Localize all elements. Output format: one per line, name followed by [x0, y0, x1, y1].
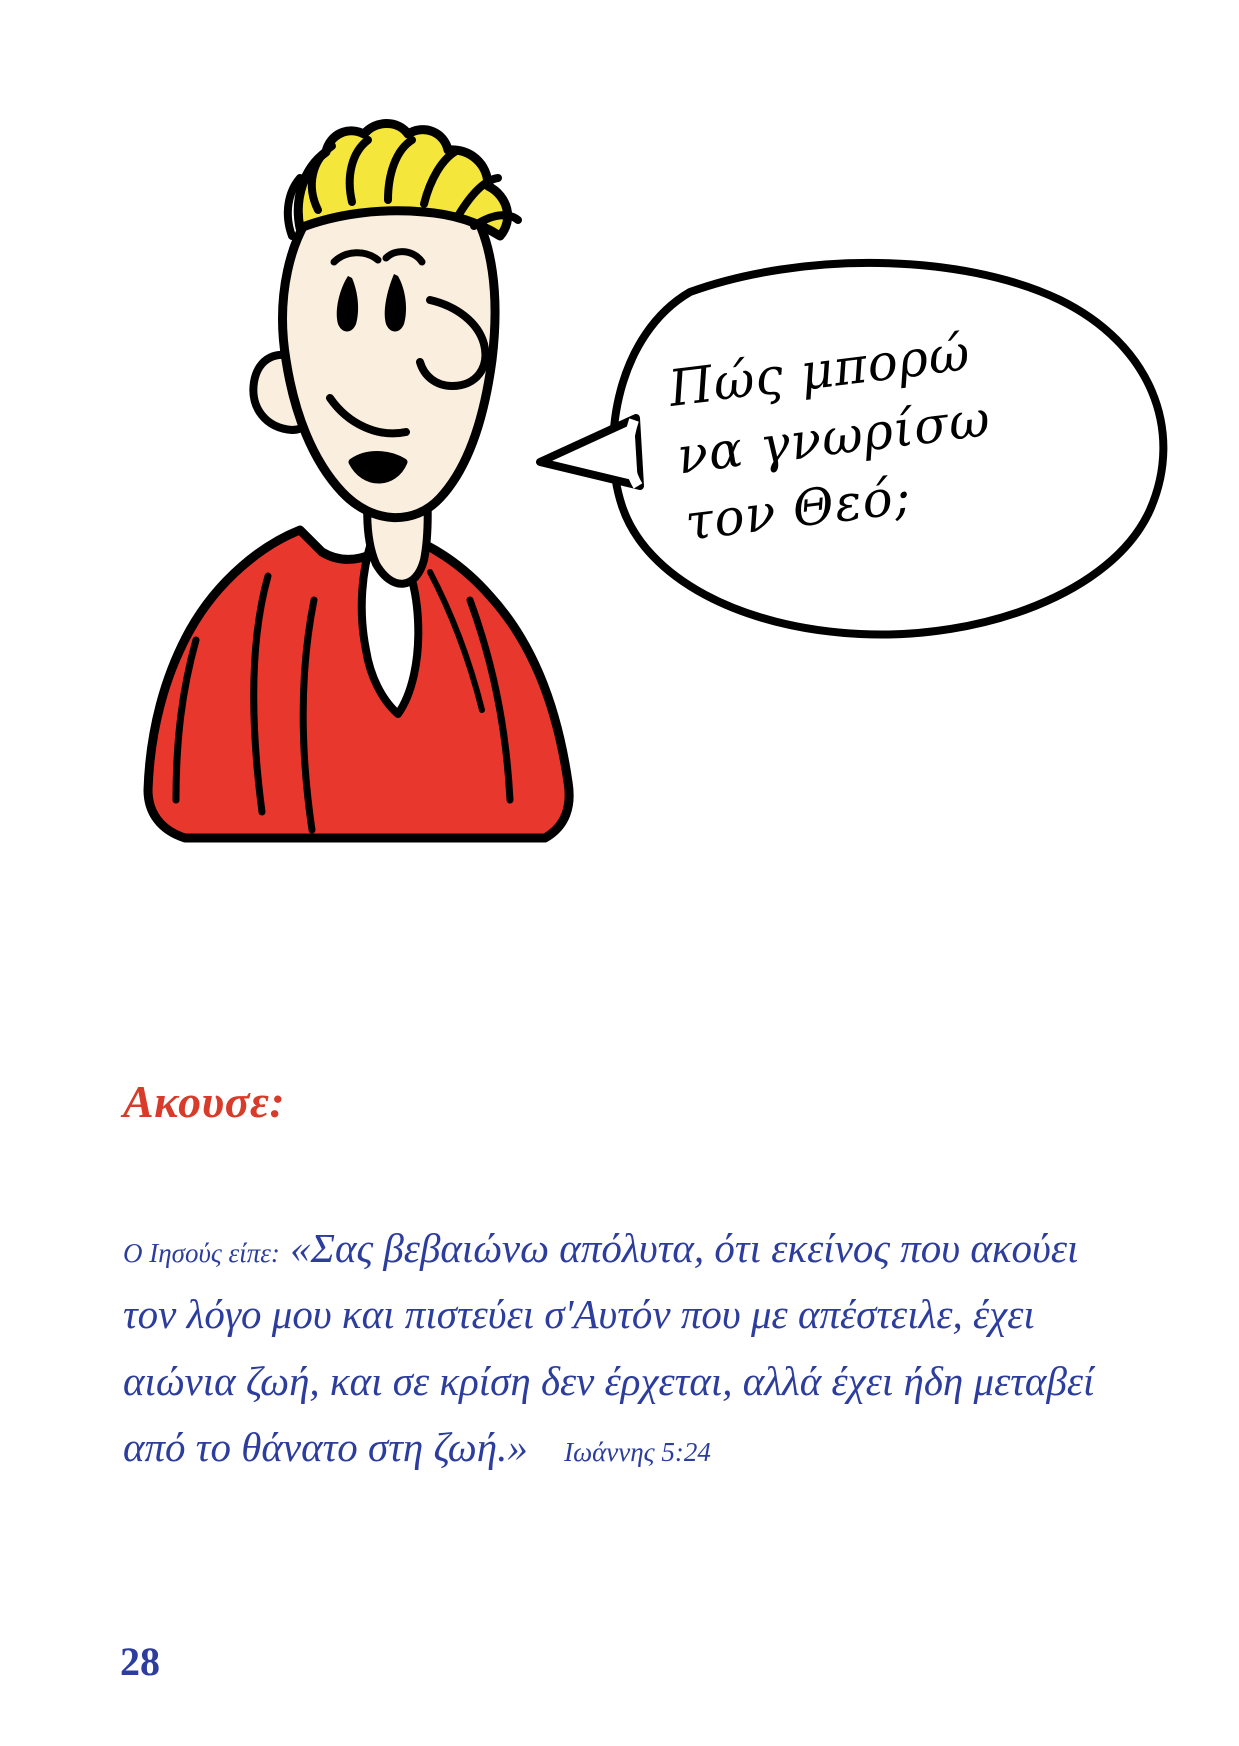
verse-reference: Ιωάννης 5:24 [564, 1437, 711, 1468]
verse-text: «Σας βεβαιώνω απόλυτα, ότι εκείνος που ακούει τον λόγο μου και πιστεύει σ'Αυτόν που με απέστειλε, έχει αιώνια ζωή, και σε κρίση δεν έρχεται, αλλά έχει ήδη μεταβεί από το θάνατο στη ζωή.» [123, 1225, 1095, 1471]
shirt-shape [148, 530, 569, 838]
verse-intro: Ο Ιησούς είπε: [123, 1238, 280, 1268]
section-heading-listen: Ακουσε: [123, 1076, 286, 1127]
head-shape [283, 186, 495, 517]
page-number: 28 [120, 1639, 160, 1684]
speech-bubble-text: Πώς μπορώ να γνωρίσω τον Θεό; [665, 323, 994, 552]
verse-block [123, 1215, 1123, 1481]
